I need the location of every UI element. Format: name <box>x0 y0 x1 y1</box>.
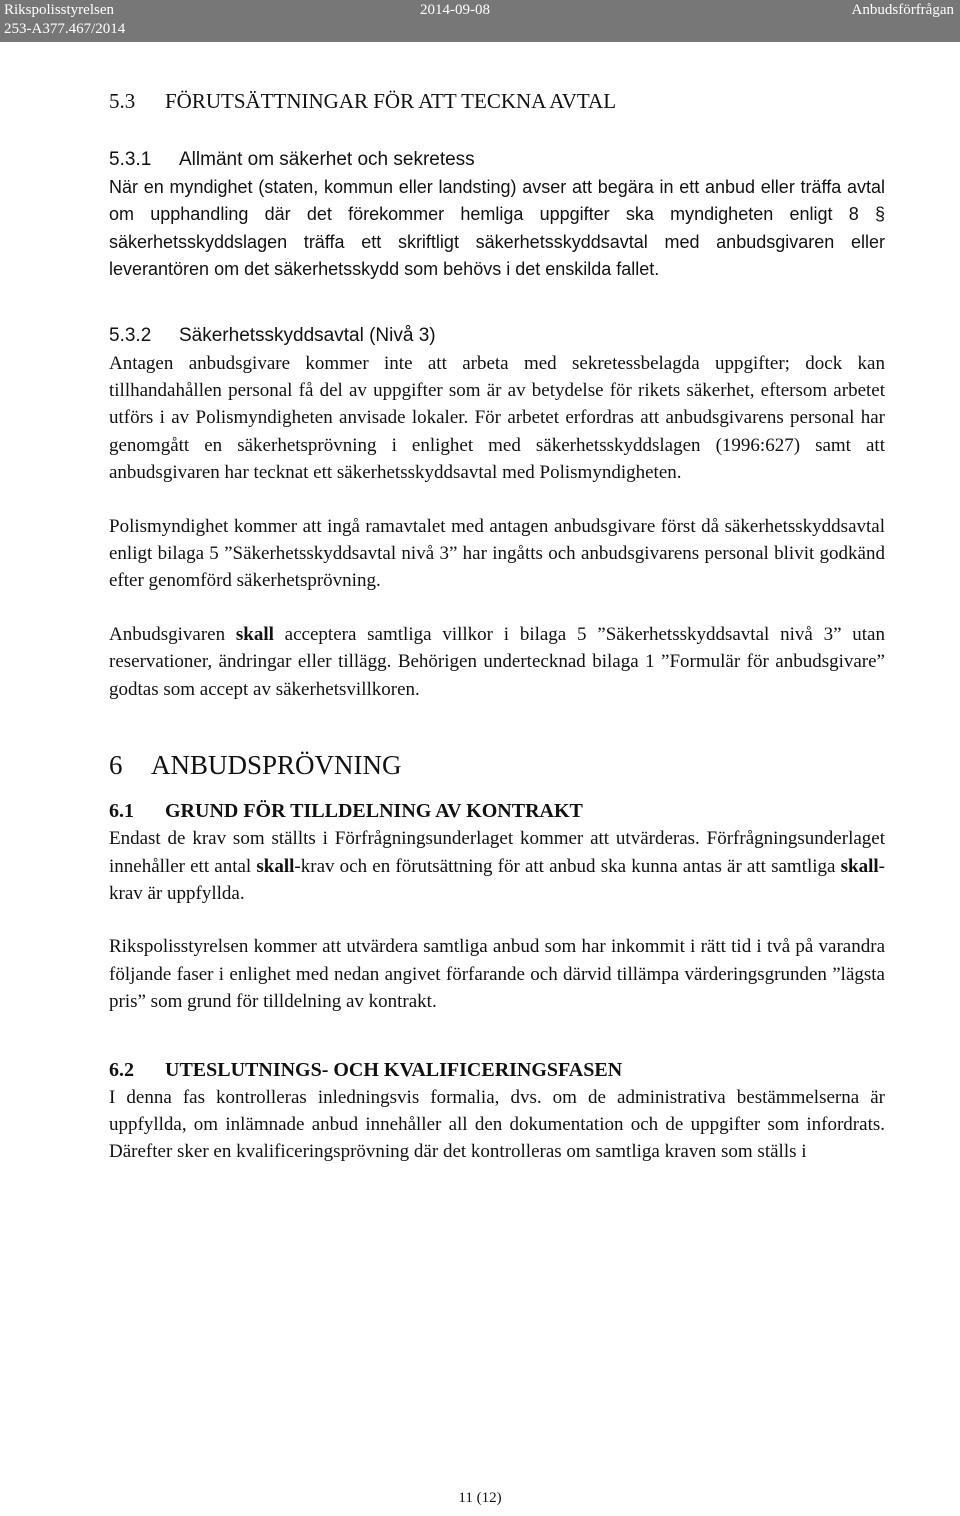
emphasis-skall: skall <box>256 855 295 877</box>
header-left <box>4 1 125 39</box>
section-title: GRUND FÖR TILLDELNING AV KONTRAKT <box>165 800 583 823</box>
section-number: 5.3.1 <box>109 149 152 170</box>
emphasis-skall: skall <box>235 623 274 645</box>
text-run: Anbudsgivaren <box>109 623 236 645</box>
text-run: acceptera samtliga villkor i bilaga 5 ”Säkerhetsskyddsavtal nivå 3” utan reservationer, ändringar eller tillägg. Behörigen undertecknad bilaga 1 ”Formulär för anbudsgivare” godtas som accept av säkerhetsvillkoren. <box>109 623 885 700</box>
document-body <box>109 86 885 1166</box>
section-number: 6.1 <box>109 800 134 823</box>
section-5-3-2-heading <box>109 322 885 350</box>
header-ref: 253-A377.467/2014 <box>4 21 126 37</box>
section-5-3-2-paragraph-3 <box>109 621 885 703</box>
section-number: 6 <box>109 750 123 781</box>
text-run: -krav och en förutsättning för att anbud ska kunna antas är att samtliga <box>294 855 841 877</box>
section-6-2-heading <box>109 1056 885 1084</box>
section-5-3-2-paragraph-1: Antagen anbudsgivare kommer inte att arbeta med sekretessbelagda uppgifter; dock kan tillhandahållen personal få del av uppgifter som är av betydelse för rikets säkerhet, eftersom arbetet utförs i av Polismyndigheten anvisade lokaler. För arbetet erfordras att anbudsgivarens personal har genomgått en säkerhetsprövning i enlighet med säkerhetsskyddslagen (1996:627) samt att anbudsgivaren har tecknat ett säkerhetsskyddsavtal med Polismyndigheten. <box>109 352 885 484</box>
page-number: 11 (12) <box>458 1490 502 1506</box>
header-doc-type: Anbudsförfrågan <box>851 2 954 18</box>
section-5-3-2-paragraph-2: Polismyndighet kommer att ingå ramavtalet med antagen anbudsgivare först då säkerhetsskyddsavtal enligt bilaga 5 ”Säkerhetsskyddsavtal nivå 3” har ingåtts och anbudsgivarens personal blivit godkänd efter genomförd säkerhetsprövning. <box>109 515 885 592</box>
section-number: 5.3 <box>109 89 136 113</box>
section-title: Allmänt om säkerhet och sekretess <box>179 149 475 170</box>
section-title: FÖRUTSÄTTNINGAR FÖR ATT TECKNA AVTAL <box>165 89 617 113</box>
emphasis-skall: skall <box>840 855 879 877</box>
section-title: Säkerhetsskyddsavtal (Nivå 3) <box>179 324 436 346</box>
section-title: UTESLUTNINGS- OCH KVALIFICERINGSFASEN <box>165 1058 623 1081</box>
section-5-3-heading <box>109 86 885 116</box>
page-header <box>0 0 960 42</box>
section-5-3-1-text: När en myndighet (staten, kommun eller landsting) avser att begära in ett anbud eller träffa avtal om upphandling där det förekommer hemliga uppgifter ska myndigheten enligt 8 § säkerhetsskyddslagen träffa ett skriftligt säkerhetsskyddsavtal med anbudsgivaren eller leverantören om det säkerhetsskydd som behövs i det enskilda fallet. <box>109 177 885 280</box>
section-title: ANBUDSPRÖVNING <box>151 750 402 781</box>
header-date: 2014-09-08 <box>420 2 490 18</box>
text-run: -krav är uppfyllda. <box>109 855 885 904</box>
section-5-3-1-heading <box>109 146 885 174</box>
section-6-2-text: I denna fas kontrolleras inledningsvis formalia, dvs. om de administrativa bestämmelserna är uppfyllda, om inlämnade anbud innehåller all den dokumentation och de uppgifter som infordrats. Därefter sker en kvalificeringsprövning där det kontrolleras om samtliga kraven som ställs i <box>109 1086 885 1163</box>
section-6-1-paragraph-2: Rikspolisstyrelsen kommer att utvärdera samtliga anbud som har inkommit i rätt tid i två på varandra följande faser i enlighet med nedan angivet förfarande och därvid tillämpa värderingsgrunden ”lägsta pris” som grund för tilldelning av kontrakt. <box>109 936 885 1013</box>
text-run: Endast de krav som ställts i Förfrågningsunderlaget kommer att utvärderas. Förfrågningsunderlaget innehåller ett antal <box>109 828 885 877</box>
section-number: 6.2 <box>109 1058 134 1081</box>
header-org: Rikspolisstyrelsen <box>4 2 115 18</box>
section-6-heading <box>109 747 885 783</box>
section-6-1-paragraph-1 <box>109 825 885 907</box>
section-number: 5.3.2 <box>109 324 152 346</box>
section-6-1-heading <box>109 797 885 825</box>
